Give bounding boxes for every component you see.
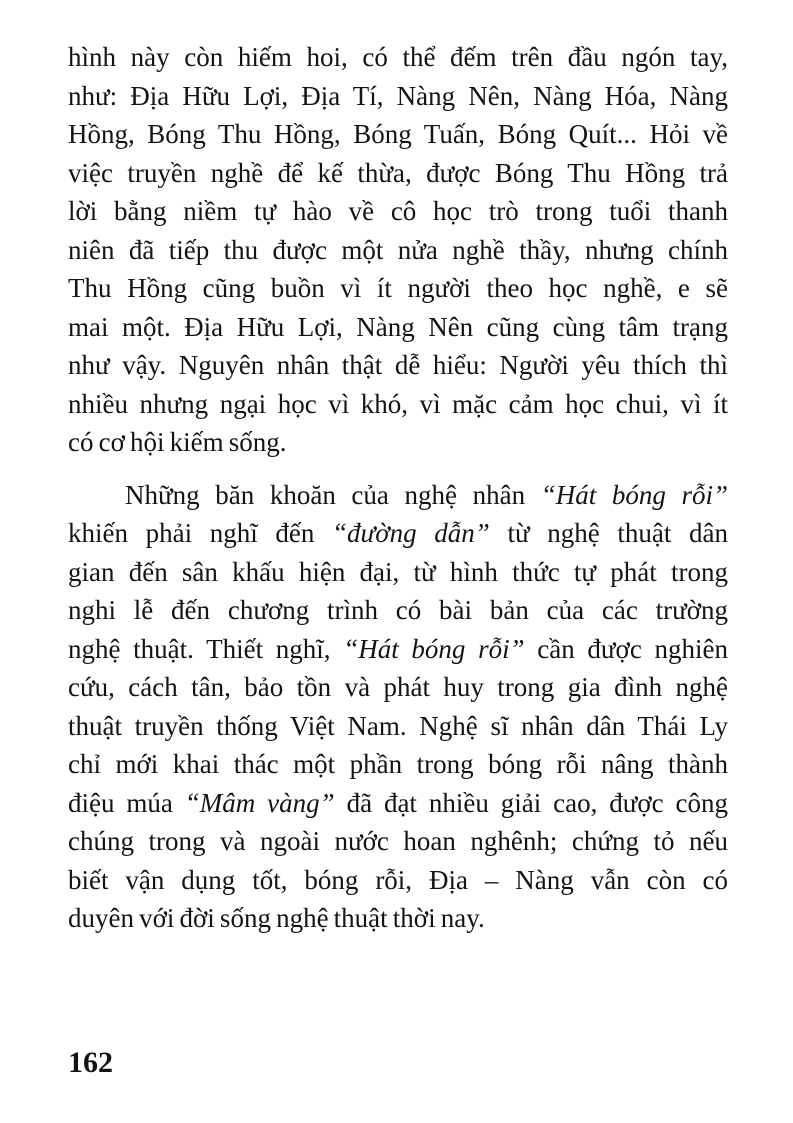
text-segment: điệu múa <box>68 787 185 818</box>
text-segment: mai một. Địa Hữu Lợi, Nàng Nên cũng cùng tâm trạng <box>68 311 728 342</box>
text-line <box>68 861 728 900</box>
text-line <box>68 346 728 385</box>
text-line <box>68 231 728 270</box>
text-line <box>68 385 728 424</box>
text-line <box>68 707 728 746</box>
text-line <box>68 115 728 154</box>
text-segment: thuật truyền thống Việt Nam. Nghệ sĩ nhân dân Thái Ly <box>68 710 728 741</box>
text-segment: gian đến sân khấu hiện đại, từ hình thức tự phát trong <box>68 556 728 587</box>
text-segment: niên đã tiếp thu được một nửa nghề thầy, nhưng chính <box>68 234 728 265</box>
text-line <box>68 77 728 116</box>
text-line <box>68 899 728 938</box>
text-segment: đã đạt nhiều giải cao, được công <box>334 787 728 818</box>
text-segment: Những băn khoăn của nghệ nhân <box>125 479 541 510</box>
text-segment: từ nghệ thuật dân <box>489 518 728 548</box>
quoted-term: “Hát bóng rỗi” <box>540 479 728 510</box>
text-segment: Hồng, Bóng Thu Hồng, Bóng Tuấn, Bóng Quít... Hỏi về <box>68 119 728 149</box>
text-segment: Thu Hồng cũng buồn vì ít người theo học nghề, e sẽ <box>68 273 728 303</box>
text-segment: nghệ thuật. Thiết nghĩ, <box>68 633 344 664</box>
text-segment: nghi lễ đến chương trình có bài bản của các trường <box>68 595 728 625</box>
text-segment: có cơ hội kiếm sống. <box>68 427 287 457</box>
quoted-term: “Mâm vàng” <box>184 787 335 818</box>
quoted-term: “Hát bóng rỗi” <box>343 633 525 664</box>
text-segment: việc truyền nghề để kế thừa, được Bóng Thu Hồng trả <box>68 157 728 188</box>
text-line <box>68 591 728 630</box>
text-line <box>68 822 728 861</box>
text-line <box>68 668 728 707</box>
text-line <box>68 154 728 193</box>
text-segment: khiến phải nghĩ đến <box>68 518 333 548</box>
text-segment: như vậy. Nguyên nhân thật dễ hiểu: Người yêu thích thì <box>68 350 728 380</box>
text-segment: lời bằng niềm tự hào về cô học trò trong tuổi thanh <box>68 196 728 226</box>
text-segment: như: Địa Hữu Lợi, Địa Tí, Nàng Nên, Nàng Hóa, Nàng <box>68 80 728 111</box>
text-segment: cần được nghiên <box>524 633 728 664</box>
text-line <box>68 423 728 462</box>
text-line <box>68 476 728 515</box>
text-line <box>68 192 728 231</box>
text-segment: biết vận dụng tốt, bóng rỗi, Địa – Nàng vẫn còn có <box>68 864 728 895</box>
text-line <box>68 745 728 784</box>
text-line <box>68 553 728 592</box>
text-line <box>68 269 728 308</box>
text-block <box>68 38 728 938</box>
quoted-term: “đường dẫn” <box>332 518 490 548</box>
text-line <box>68 784 728 823</box>
text-segment: chỉ mới khai thác một phần trong bóng rỗi nâng thành <box>68 749 728 779</box>
paragraph <box>68 38 728 462</box>
text-segment: chúng trong và ngoài nước hoan nghênh; chứng tỏ nếu <box>68 826 728 856</box>
text-segment: duyên với đời sống nghệ thuật thời nay. <box>68 903 485 933</box>
text-segment: cứu, cách tân, bảo tồn và phát huy trong gia đình nghệ <box>68 672 728 702</box>
text-line <box>68 630 728 669</box>
text-line <box>68 38 728 77</box>
paragraph <box>68 476 728 938</box>
text-line <box>68 514 728 553</box>
text-segment: nhiều nhưng ngại học vì khó, vì mặc cảm học chui, vì ít <box>68 388 728 419</box>
text-line <box>68 308 728 347</box>
page-number: 162 <box>68 1046 113 1079</box>
text-segment: hình này còn hiếm hoi, có thể đếm trên đầu ngón tay, <box>68 42 728 72</box>
